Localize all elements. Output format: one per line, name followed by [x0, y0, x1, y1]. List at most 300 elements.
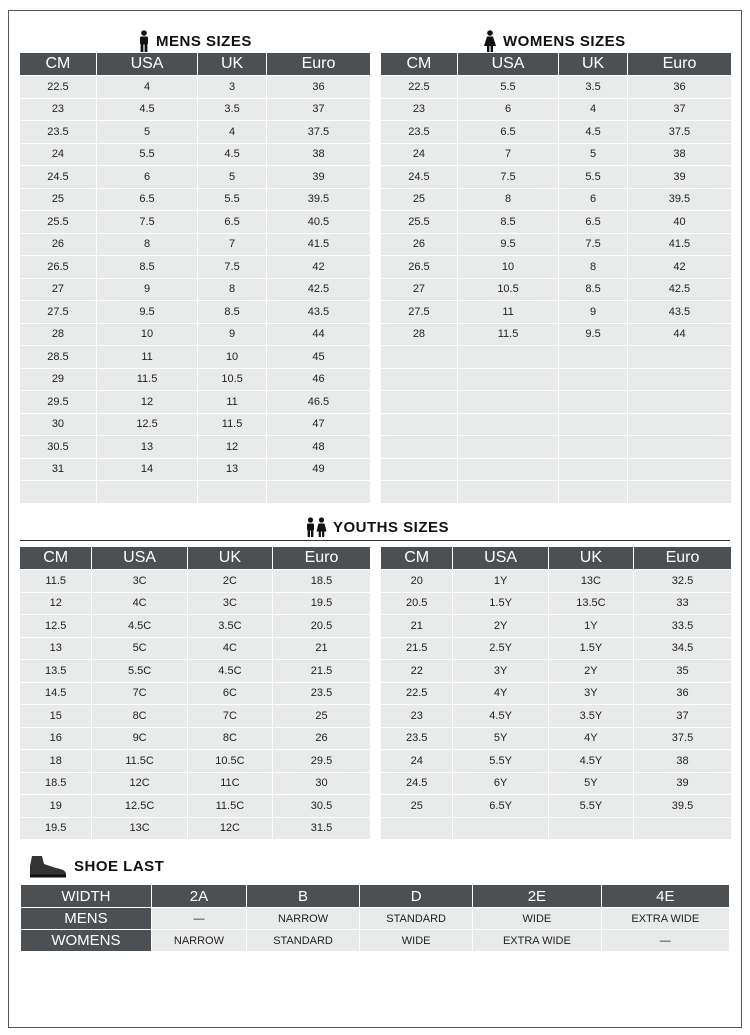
youths-large-row: [381, 818, 731, 840]
youths-large-cell: 5Y: [549, 773, 633, 795]
youths-small-cell: 9C: [92, 728, 186, 750]
mens-cell: 27.5: [20, 301, 96, 323]
youths-small-cell: 4.5C: [188, 660, 272, 682]
mens-cell: 24.5: [20, 166, 96, 188]
mens-cell: 29.5: [20, 391, 96, 413]
mens-cell: 9.5: [97, 301, 197, 323]
womens-cell: [458, 459, 558, 481]
youths-small-col-header: CM: [20, 547, 91, 569]
womens-row: [381, 436, 731, 458]
womens-cell: 8: [458, 189, 558, 211]
youths-small-cell: 19.5: [273, 593, 370, 615]
shoe-last-cell: WIDE: [473, 908, 600, 929]
mens-cell: 14: [97, 459, 197, 481]
womens-cell: 39.5: [628, 189, 731, 211]
youths-large-row: [381, 593, 731, 615]
mens-cell: 5.5: [97, 144, 197, 166]
shoe-last-cell: NARROW: [247, 908, 359, 929]
womens-row: [381, 99, 731, 121]
mens-row: [20, 481, 370, 503]
womens-cell: [458, 436, 558, 458]
youths-small-cell: 4C: [188, 638, 272, 660]
mens-row: [20, 256, 370, 278]
womens-cell: 5.5: [458, 76, 558, 98]
shoe-last-table: [20, 884, 730, 952]
youths-small-cell: 4.5C: [92, 615, 186, 637]
mens-row: [20, 234, 370, 256]
womens-cell: [628, 436, 731, 458]
youths-large-cell: 37: [634, 705, 731, 727]
youths-large-cell: 25: [381, 795, 452, 817]
youths-large-cell: 36: [634, 683, 731, 705]
mens-cell: 8.5: [97, 256, 197, 278]
youths-large-row: [381, 660, 731, 682]
mens-cell: 4.5: [97, 99, 197, 121]
youths-small-cell: 30: [273, 773, 370, 795]
youths-small-col-header: UK: [188, 547, 272, 569]
shoe-last-col-header: WIDTH: [21, 885, 151, 907]
womens-cell: [628, 414, 731, 436]
womens-cell: [381, 414, 457, 436]
youths-large-row: [381, 795, 731, 817]
mens-row: [20, 324, 370, 346]
youths-large-cell: 1.5Y: [549, 638, 633, 660]
youths-small-cell: 12C: [188, 818, 272, 840]
womens-cell: 25.5: [381, 211, 457, 233]
womens-cell: 11.5: [458, 324, 558, 346]
youths-small-row: [20, 570, 370, 592]
womens-cell: [559, 481, 627, 503]
youths-small-cell: 18.5: [20, 773, 91, 795]
mens-row: [20, 369, 370, 391]
youths-small-cell: 7C: [92, 683, 186, 705]
youths-small-cell: 12C: [92, 773, 186, 795]
womens-cell: 41.5: [628, 234, 731, 256]
mens-cell: 23.5: [20, 121, 96, 143]
womens-cell: 22.5: [381, 76, 457, 98]
womens-cell: 3.5: [559, 76, 627, 98]
youths-small-cell: 7C: [188, 705, 272, 727]
youths-large-cell: 5Y: [453, 728, 547, 750]
shoe-last-title: SHOE LAST: [74, 857, 165, 875]
womens-cell: [559, 436, 627, 458]
mens-row: [20, 76, 370, 98]
youths-small-row: [20, 728, 370, 750]
youths-small-cell: 11.5: [20, 570, 91, 592]
womens-cell: 6: [559, 189, 627, 211]
youths-large-cell: 6.5Y: [453, 795, 547, 817]
womens-cell: 44: [628, 324, 731, 346]
mens-cell: 11: [97, 346, 197, 368]
womens-cell: [381, 391, 457, 413]
womens-cell: [458, 346, 558, 368]
youths-small-cell: 30.5: [273, 795, 370, 817]
womens-cell: 6: [458, 99, 558, 121]
mens-cell: 6: [97, 166, 197, 188]
youths-small-cell: 3C: [92, 570, 186, 592]
youths-large-row: [381, 570, 731, 592]
youths-sizes-title: YOUTHS SIZES: [333, 518, 450, 536]
mens-cell: 8.5: [198, 301, 266, 323]
youths-small-cell: 5.5C: [92, 660, 186, 682]
mens-cell: 46.5: [267, 391, 370, 413]
mens-cell: 24: [20, 144, 96, 166]
mens-cell: 26.5: [20, 256, 96, 278]
mens-cell: 48: [267, 436, 370, 458]
youths-large-row: [381, 638, 731, 660]
mens-cell: 38: [267, 144, 370, 166]
youths-small-cell: 13C: [92, 818, 186, 840]
womens-row: [381, 346, 731, 368]
womens-row: [381, 121, 731, 143]
womens-cell: [458, 369, 558, 391]
youths-small-cell: 11.5C: [188, 795, 272, 817]
youths-small-row: [20, 818, 370, 840]
mens-cell: 4: [198, 121, 266, 143]
youths-large-cell: 20.5: [381, 593, 452, 615]
shoe-last-cell: EXTRA WIDE: [602, 908, 729, 929]
youths-large-cell: 2Y: [549, 660, 633, 682]
womens-row: [381, 459, 731, 481]
mens-row: [20, 346, 370, 368]
mens-cell: 40.5: [267, 211, 370, 233]
youths-small-cell: 14.5: [20, 683, 91, 705]
womens-row: [381, 279, 731, 301]
womens-cell: 8.5: [458, 211, 558, 233]
shoe-last-row-header: WOMENS: [21, 930, 151, 951]
youths-size-table-small: [19, 546, 371, 840]
mens-cell: 27: [20, 279, 96, 301]
mens-cell: 7: [198, 234, 266, 256]
mens-cell: 49: [267, 459, 370, 481]
womens-cell: [381, 481, 457, 503]
youths-large-cell: 22.5: [381, 683, 452, 705]
youths-large-row: [381, 750, 731, 772]
shoe-last-cell: STANDARD: [360, 908, 472, 929]
shoe-last-cell: —: [602, 930, 729, 951]
womens-cell: 8.5: [559, 279, 627, 301]
womens-cell: [559, 369, 627, 391]
youths-small-row: [20, 638, 370, 660]
shoe-last-col-header: D: [360, 885, 472, 907]
mens-cell: 7.5: [97, 211, 197, 233]
mens-cell: 43.5: [267, 301, 370, 323]
womens-cell: [381, 369, 457, 391]
womens-cell: 37: [628, 99, 731, 121]
youths-divider: [20, 540, 730, 541]
mens-cell: 39.5: [267, 189, 370, 211]
youths-large-cell: 5.5Y: [549, 795, 633, 817]
mens-size-table: [19, 52, 371, 504]
womens-cell: 4.5: [559, 121, 627, 143]
mens-cell: 46: [267, 369, 370, 391]
mens-row: [20, 279, 370, 301]
youths-large-cell: 2Y: [453, 615, 547, 637]
womens-cell: 40: [628, 211, 731, 233]
mens-sizes-title: MENS SIZES: [156, 32, 252, 50]
mens-cell: 11.5: [198, 414, 266, 436]
youths-small-cell: 19.5: [20, 818, 91, 840]
womens-row: [381, 391, 731, 413]
youths-small-cell: 21.5: [273, 660, 370, 682]
womens-cell: 7: [458, 144, 558, 166]
womens-cell: [628, 369, 731, 391]
youths-large-cell: 1Y: [549, 615, 633, 637]
mens-cell: 36: [267, 76, 370, 98]
womens-cell: [458, 414, 558, 436]
womens-cell: 26.5: [381, 256, 457, 278]
mens-cell: 11: [198, 391, 266, 413]
mens-cell: 26: [20, 234, 96, 256]
youths-size-table-large: [380, 546, 732, 840]
womens-cell: 6.5: [559, 211, 627, 233]
mens-cell: 22.5: [20, 76, 96, 98]
youths-large-cell: 24.5: [381, 773, 452, 795]
womens-cell: 6.5: [458, 121, 558, 143]
man-icon: [138, 30, 150, 52]
shoe-last-row-header: MENS: [21, 908, 151, 929]
youths-large-col-header: USA: [453, 547, 547, 569]
shoe-last-row: [21, 930, 729, 951]
mens-cell: 23: [20, 99, 96, 121]
womens-cell: [381, 459, 457, 481]
mens-cell: 6.5: [97, 189, 197, 211]
womens-row: [381, 166, 731, 188]
youths-large-cell: 39: [634, 773, 731, 795]
youths-small-cell: 4C: [92, 593, 186, 615]
womens-cell: 23.5: [381, 121, 457, 143]
youths-large-col-header: UK: [549, 547, 633, 569]
mens-row: [20, 99, 370, 121]
youths-large-cell: 3.5Y: [549, 705, 633, 727]
mens-cell: 3.5: [198, 99, 266, 121]
mens-cell: [198, 481, 266, 503]
youths-large-cell: 23.5: [381, 728, 452, 750]
mens-cell: 8: [198, 279, 266, 301]
youths-small-cell: 3C: [188, 593, 272, 615]
youths-small-cell: 8C: [92, 705, 186, 727]
womens-cell: 10: [458, 256, 558, 278]
womens-cell: 42.5: [628, 279, 731, 301]
shoe-last-cell: EXTRA WIDE: [473, 930, 600, 951]
womens-cell: 27: [381, 279, 457, 301]
youths-small-cell: 25: [273, 705, 370, 727]
womens-cell: 10.5: [458, 279, 558, 301]
womens-cell: 39: [628, 166, 731, 188]
youths-large-cell: 2.5Y: [453, 638, 547, 660]
mens-cell: 42.5: [267, 279, 370, 301]
mens-cell: 39: [267, 166, 370, 188]
mens-header-row: [20, 53, 370, 75]
youths-small-cell: 12: [20, 593, 91, 615]
youths-small-cell: 18.5: [273, 570, 370, 592]
mens-cell: 28.5: [20, 346, 96, 368]
mens-row: [20, 144, 370, 166]
youths-large-cell: 22: [381, 660, 452, 682]
youths-small-cell: 21: [273, 638, 370, 660]
womens-header-row: [381, 53, 731, 75]
mens-cell: 10.5: [198, 369, 266, 391]
youths-large-cell: 5.5Y: [453, 750, 547, 772]
mens-cell: 12: [97, 391, 197, 413]
youths-left-header-row: [20, 547, 370, 569]
youths-large-cell: 4.5Y: [453, 705, 547, 727]
woman-icon: [483, 30, 497, 52]
mens-cell: 41.5: [267, 234, 370, 256]
womens-cell: 36: [628, 76, 731, 98]
mens-cell: 6.5: [198, 211, 266, 233]
mens-cell: 28: [20, 324, 96, 346]
mens-cell: 10: [97, 324, 197, 346]
mens-cell: 3: [198, 76, 266, 98]
mens-cell: 13: [97, 436, 197, 458]
womens-row: [381, 189, 731, 211]
mens-cell: 9: [97, 279, 197, 301]
womens-cell: [458, 391, 558, 413]
womens-cell: 23: [381, 99, 457, 121]
youths-small-cell: 19: [20, 795, 91, 817]
youths-large-cell: 37.5: [634, 728, 731, 750]
youths-large-cell: 33: [634, 593, 731, 615]
womens-row: [381, 234, 731, 256]
womens-row: [381, 211, 731, 233]
womens-cell: 28: [381, 324, 457, 346]
youths-large-row: [381, 728, 731, 750]
youths-large-cell: 21.5: [381, 638, 452, 660]
youths-large-cell: [453, 818, 547, 840]
mens-cell: 12: [198, 436, 266, 458]
youths-large-col-header: CM: [381, 547, 452, 569]
youths-large-cell: [381, 818, 452, 840]
youths-large-cell: 34.5: [634, 638, 731, 660]
mens-cell: [267, 481, 370, 503]
mens-cell: [20, 481, 96, 503]
womens-cell: 25: [381, 189, 457, 211]
mens-cell: 37: [267, 99, 370, 121]
youths-large-row: [381, 773, 731, 795]
youths-large-row: [381, 615, 731, 637]
mens-cell: 4.5: [198, 144, 266, 166]
mens-cell: 11.5: [97, 369, 197, 391]
youths-small-cell: 13.5: [20, 660, 91, 682]
mens-cell: 47: [267, 414, 370, 436]
womens-col-header: UK: [559, 53, 627, 75]
youths-large-cell: 24: [381, 750, 452, 772]
womens-cell: [628, 481, 731, 503]
youths-small-row: [20, 773, 370, 795]
womens-col-header: USA: [458, 53, 558, 75]
womens-sizes-heading: [483, 30, 626, 52]
womens-cell: 24: [381, 144, 457, 166]
mens-cell: 12.5: [97, 414, 197, 436]
mens-cell: [97, 481, 197, 503]
youths-large-row: [381, 705, 731, 727]
shoe-last-col-header: B: [247, 885, 359, 907]
mens-col-header: Euro: [267, 53, 370, 75]
mens-cell: 25: [20, 189, 96, 211]
womens-cell: [381, 346, 457, 368]
womens-cell: 42: [628, 256, 731, 278]
youths-small-row: [20, 593, 370, 615]
youths-small-cell: 11C: [188, 773, 272, 795]
womens-sizes-title: WOMENS SIZES: [503, 32, 626, 50]
youths-large-cell: 4.5Y: [549, 750, 633, 772]
womens-cell: 43.5: [628, 301, 731, 323]
womens-col-header: CM: [381, 53, 457, 75]
mens-cell: 25.5: [20, 211, 96, 233]
womens-cell: [559, 459, 627, 481]
shoe-last-header-row: [21, 885, 729, 907]
mens-cell: 5: [198, 166, 266, 188]
womens-cell: 11: [458, 301, 558, 323]
shoe-last-heading: [28, 854, 164, 878]
youths-large-cell: 23: [381, 705, 452, 727]
youths-small-cell: 12.5: [20, 615, 91, 637]
womens-cell: 7.5: [559, 234, 627, 256]
youths-large-cell: 21: [381, 615, 452, 637]
womens-cell: 5.5: [559, 166, 627, 188]
youths-large-cell: 33.5: [634, 615, 731, 637]
womens-cell: 8: [559, 256, 627, 278]
womens-cell: 5: [559, 144, 627, 166]
womens-cell: 9: [559, 301, 627, 323]
youths-large-cell: 38: [634, 750, 731, 772]
womens-cell: 26: [381, 234, 457, 256]
youths-small-cell: 6C: [188, 683, 272, 705]
shoe-last-col-header: 4E: [602, 885, 729, 907]
shoe-icon: [28, 854, 68, 878]
mens-cell: 4: [97, 76, 197, 98]
womens-row: [381, 256, 731, 278]
youths-small-cell: 16: [20, 728, 91, 750]
womens-row: [381, 369, 731, 391]
mens-row: [20, 121, 370, 143]
womens-cell: [628, 459, 731, 481]
youths-large-cell: 3Y: [453, 660, 547, 682]
mens-cell: 29: [20, 369, 96, 391]
mens-row: [20, 189, 370, 211]
youths-small-cell: 26: [273, 728, 370, 750]
womens-col-header: Euro: [628, 53, 731, 75]
womens-cell: [381, 436, 457, 458]
youths-small-cell: 8C: [188, 728, 272, 750]
shoe-last-col-header: 2E: [473, 885, 600, 907]
youths-small-cell: 12.5C: [92, 795, 186, 817]
womens-cell: [458, 481, 558, 503]
youths-small-row: [20, 750, 370, 772]
womens-cell: 24.5: [381, 166, 457, 188]
womens-cell: [559, 346, 627, 368]
youths-small-cell: 5C: [92, 638, 186, 660]
mens-cell: 30: [20, 414, 96, 436]
womens-row: [381, 414, 731, 436]
youths-small-col-header: USA: [92, 547, 186, 569]
shoe-last-cell: NARROW: [152, 930, 246, 951]
mens-cell: 5: [97, 121, 197, 143]
mens-cell: 9: [198, 324, 266, 346]
womens-cell: 9.5: [458, 234, 558, 256]
youths-small-row: [20, 705, 370, 727]
youths-small-cell: 23.5: [273, 683, 370, 705]
youths-large-cell: 35: [634, 660, 731, 682]
mens-col-header: UK: [198, 53, 266, 75]
youths-sizes-heading: [305, 517, 449, 537]
youths-small-row: [20, 795, 370, 817]
youths-large-cell: 39.5: [634, 795, 731, 817]
youths-large-cell: 32.5: [634, 570, 731, 592]
womens-row: [381, 324, 731, 346]
womens-cell: [628, 346, 731, 368]
